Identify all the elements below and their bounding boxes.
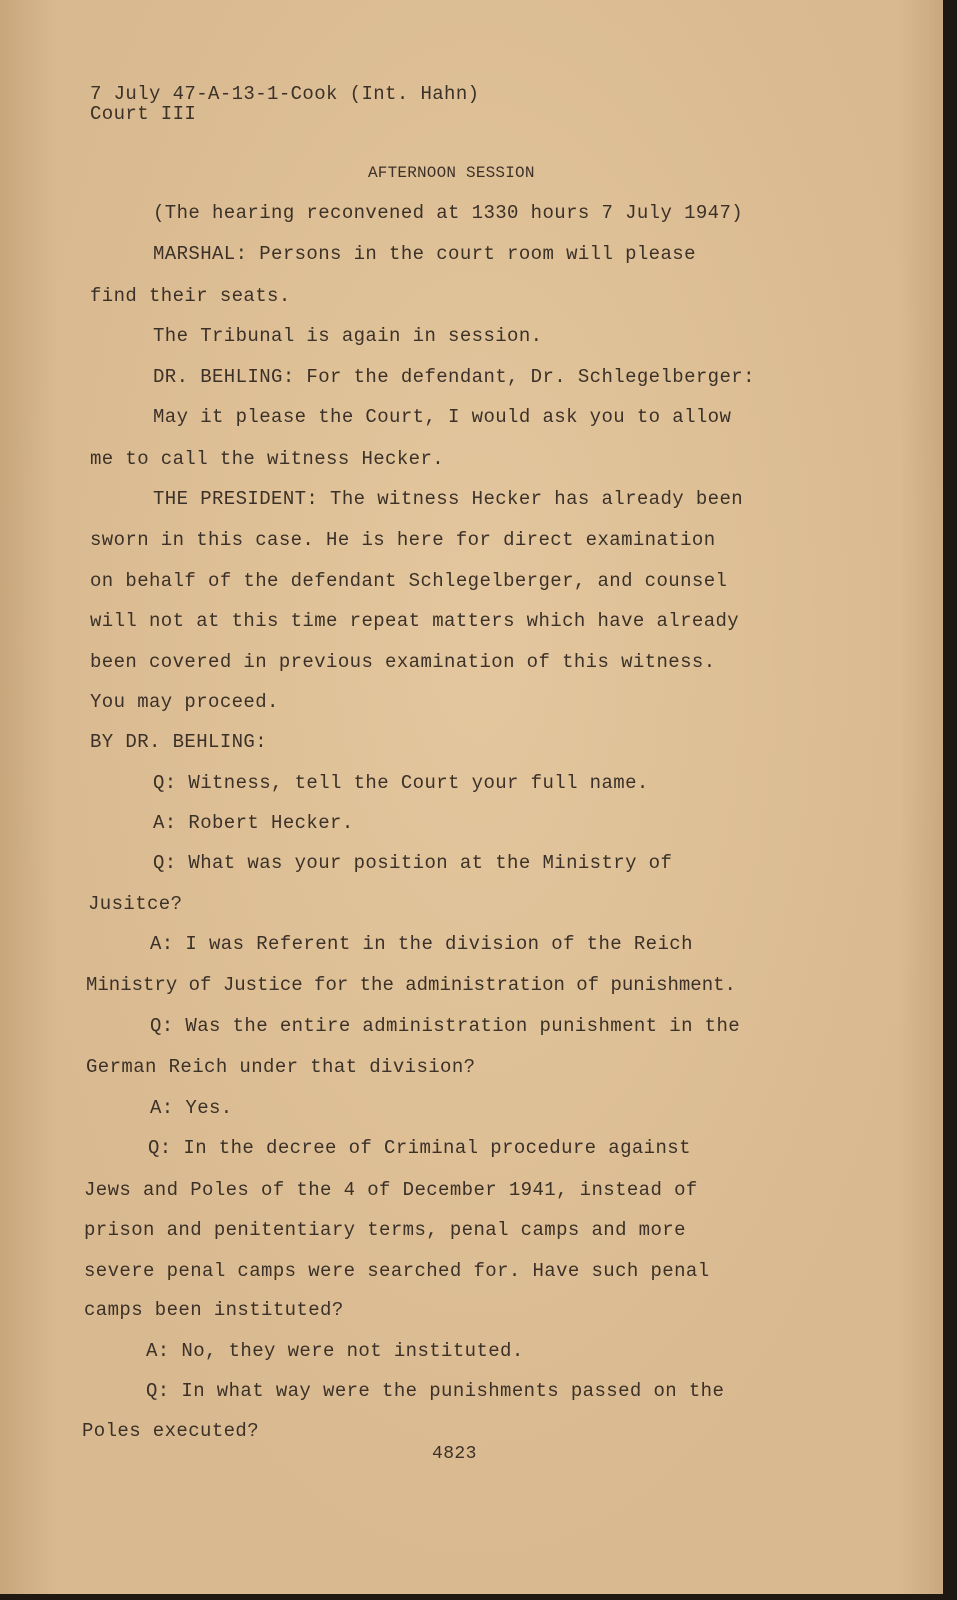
header-court: Court III	[90, 103, 197, 125]
text-line: You may proceed.	[90, 691, 279, 713]
text-line: A: No, they were not instituted.	[146, 1340, 524, 1362]
text-line: Ministry of Justice for the administration of punishment.	[86, 974, 736, 996]
text-line: severe penal camps were searched for. Have such penal	[84, 1260, 710, 1282]
text-line: camps been instituted?	[84, 1299, 344, 1321]
text-line: A: Robert Hecker.	[153, 812, 354, 834]
text-line: German Reich under that division?	[86, 1056, 476, 1078]
session-title: AFTERNOON SESSION	[368, 164, 535, 182]
page-number: 4823	[432, 1444, 477, 1464]
text-line: Q: Witness, tell the Court your full name.	[153, 772, 649, 794]
text-line: THE PRESIDENT: The witness Hecker has already been	[153, 488, 744, 510]
text-line: Q: Was the entire administration punishment in the	[150, 1015, 741, 1037]
text-line: Jews and Poles of the 4 of December 1941, instead of	[84, 1179, 698, 1201]
text-line: A: Yes.	[150, 1097, 233, 1119]
text-line: will not at this time repeat matters which have already	[90, 610, 740, 632]
text-line: find their seats.	[90, 285, 291, 307]
text-line: A: I was Referent in the division of the Reich	[150, 933, 693, 955]
text-line: been covered in previous examination of this witness.	[90, 651, 716, 673]
text-line: The Tribunal is again in session.	[153, 325, 543, 347]
header-reference: 7 July 47-A-13-1-Cook (Int. Hahn)	[90, 83, 480, 105]
text-line: sworn in this case. He is here for direct examination	[90, 529, 716, 551]
text-line: me to call the witness Hecker.	[90, 448, 445, 470]
text-line: (The hearing reconvened at 1330 hours 7 July 1947)	[153, 202, 744, 224]
text-line: Q: What was your position at the Ministry of	[153, 852, 673, 874]
text-line: Q: In the decree of Criminal procedure against	[148, 1137, 691, 1159]
text-line: Poles executed?	[82, 1420, 260, 1442]
text-line: May it please the Court, I would ask you to allow	[153, 406, 732, 428]
text-line: prison and penitentiary terms, penal camps and more	[84, 1219, 686, 1241]
text-line: MARSHAL: Persons in the court room will please	[153, 243, 696, 265]
text-line: DR. BEHLING: For the defendant, Dr. Schlegelberger:	[153, 366, 755, 388]
text-line: on behalf of the defendant Schlegelberger, and counsel	[90, 570, 728, 592]
text-line: Jusitce?	[88, 893, 183, 915]
text-line: BY DR. BEHLING:	[90, 731, 268, 753]
text-line: Q: In what way were the punishments passed on the	[146, 1380, 725, 1402]
